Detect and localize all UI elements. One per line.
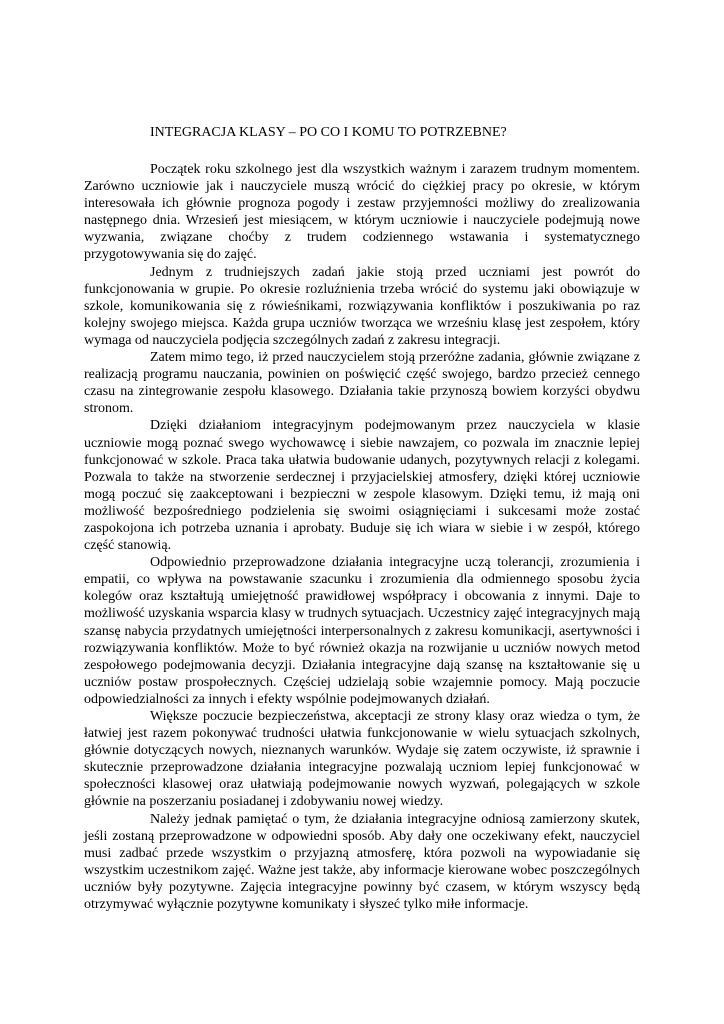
document-title: INTEGRACJA KLASY – PO CO I KOMU TO POTRZEBNE? [150,125,507,140]
paragraph-5: Odpowiednio przeprowadzone działania integracyjne uczą tolerancji, zrozumienia i empatii, co wpływa na powstawanie szacunku i zrozumienia dla odmiennego sposobu życia kolegów oraz kształtują umiejętność prawidłowej współpracy i obcowania z innymi. Daje to możliwość uzyskania wsparcia klasy w trudnych sytuacjach. Uczestnicy zajęć integracyjnych mają szansę nabycia przydatnych umiejętności interpersonalnych z zakresu komunikacji, asertywności i rozwiązywania konfliktów. Może to być również okazja na rozwijanie u uczniów nowych metod zespołowego podejmowania decyzji. Działania integracyjne dają szansę na kształtowanie się u uczniów postaw prospołecznych. Częściej udzielają sobie wzajemnie pomocy. Mają poczucie odpowiedzialności za innych i efekty wspólnie podejmowanych działań. [84,555,640,707]
paragraph-6: Większe poczucie bezpieczeństwa, akceptacji ze strony klasy oraz wiedza o tym, że łatwiej jest razem pokonywać trudności ułatwia funkcjonowanie w wielu sytuacjach szkolnych, głównie dotyczących nowych, nieznanych warunków. Wydaje się zatem oczywiste, iż sprawnie i skutecznie przeprowadzone działania integracyjne pozwalają uczniom lepiej funkcjonować w społeczności klasowej oraz ułatwiają podejmowanie nowych wyzwań, polegających w szkole głównie na poszerzaniu posiadanej i zdobywaniu nowej wiedzy. [84,709,640,810]
paragraph-3: Zatem mimo tego, iż przed nauczycielem stoją przeróżne zadania, głównie związane z realizacją programu nauczania, powinien on poświęcić część swojego, bardzo przecież cennego czasu na zintegrowanie zespołu klasowego. Działania takie przynoszą bowiem korzyści obydwu stronom. [84,350,640,417]
paragraph-4: Dzięki działaniom integracyjnym podejmowanym przez nauczyciela w klasie uczniowie mogą poznać swego wychowawcę i siebie nawzajem, co pozwala im znacznie lepiej funkcjonować w szkole. Praca taka ułatwia budowanie udanych, pozytywnych relacji z kolegami. Pozwala to także na stworzenie serdecznej i przyjacielskiej atmosfery, dzięki której uczniowie mogą poczuć się zaakceptowani i bezpieczni w zespole klasowym. Dzięki temu, iż mają oni możliwość bezpośredniego podzielenia się swoimi osiągnięciami i sukcesami może zostać zaspokojona ich potrzeba uznania i aprobaty. Buduje się ich wiara w siebie i w zespół, którego część stanowią. [84,418,640,554]
paragraph-2: Jednym z trudniejszych zadań jakie stoją przed uczniami jest powrót do funkcjonowania w grupie. Po okresie rozluźnienia trzeba wrócić do systemu jaki obowiązuje w szkole, komunikowania się z rówieśnikami, rozwiązywania konfliktów i poszukiwania po raz kolejny swojego miejsca. Każda grupa uczniów tworząca we wrześniu klasę jest zespołem, który wymaga od nauczyciela podjęcia szczególnych zadań z zakresu integracji. [84,264,640,348]
document-page [84,124,640,913]
paragraph-7: Należy jednak pamiętać o tym, że działania integracyjne odniosą zamierzony skutek, jeśli zostaną przeprowadzone w odpowiedni sposób. Aby dały one oczekiwany efekt, nauczyciel musi zadbać przede wszystkim o przyjazną atmosferę, która pozwoli na wypowiadanie się wszystkim uczestnikom zajęć. Ważne jest także, aby informacje kierowane wobec poszczególnych uczniów były pozytywne. Zajęcia integracyjne powinny być czasem, w którym wszyscy będą otrzymywać wyłącznie pozytywne komunikaty i słyszeć tylko miłe informacje. [84,811,640,913]
paragraph-1: Początek roku szkolnego jest dla wszystkich ważnym i zarazem trudnym momentem. Zarówno uczniowie jak i nauczyciele muszą wrócić do ciężkiej pracy po okresie, w którym interesowała ich głównie prognoza pogody i zestaw przyjemności możliwy do zrealizowania następnego dnia. Wrzesień jest miesiącem, w którym uczniowie i nauczyciele podejmują nowe wyzwania, związane choćby z trudem codziennego wstawania i systematycznego przygotowywania się do zajęć. [84,162,640,263]
